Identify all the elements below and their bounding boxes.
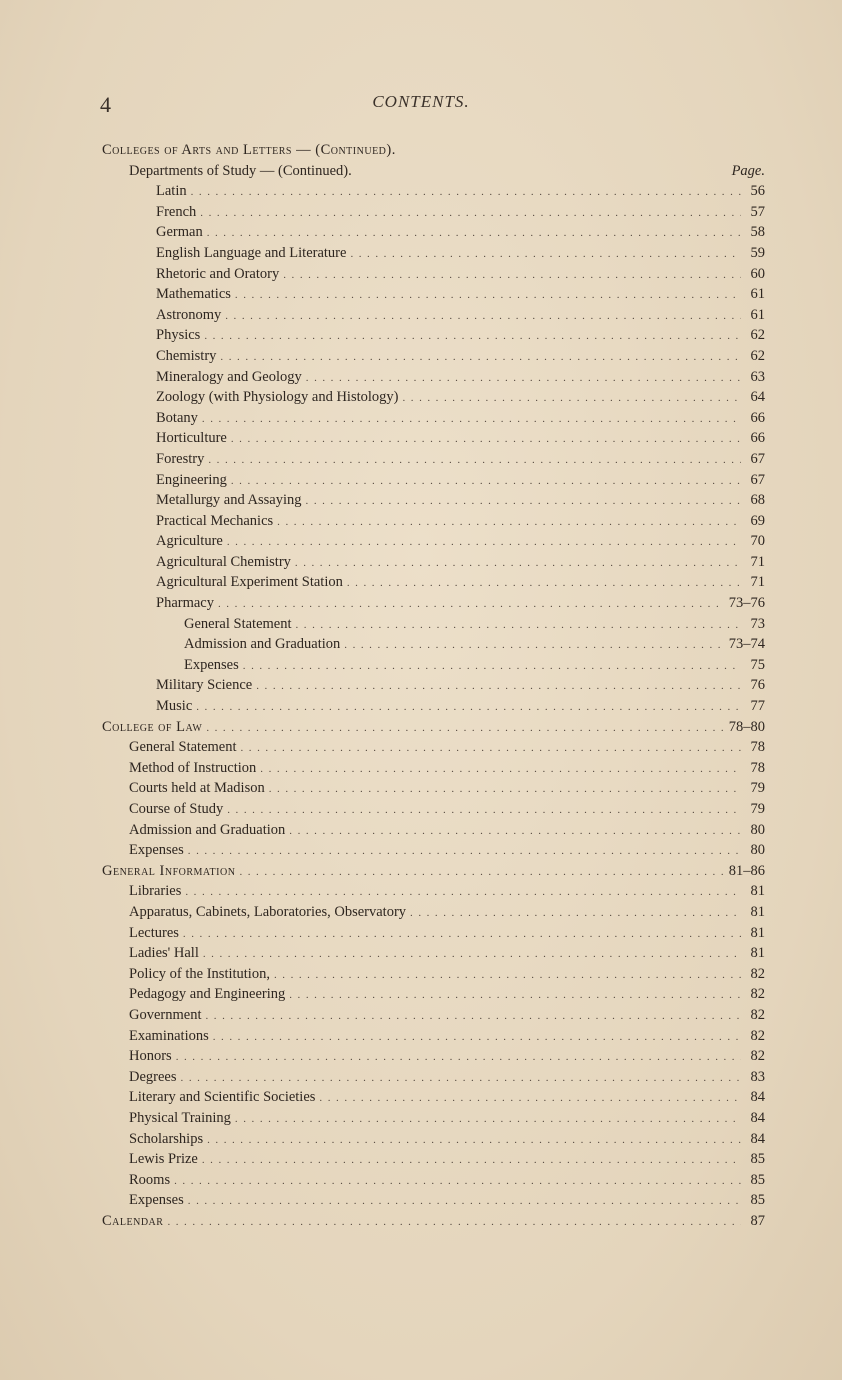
toc-entry [102, 325, 765, 346]
toc-entry [102, 1108, 765, 1129]
toc-entry-page: 79 [750, 801, 765, 817]
toc-entry-page: 84 [750, 1089, 765, 1106]
toc-entry [102, 1190, 765, 1211]
toc-entry-page: 82 [750, 965, 765, 982]
toc-entry [102, 552, 765, 573]
toc-entry-page: 78 [750, 739, 765, 756]
dot-leader [188, 1191, 741, 1212]
toc-entry-page: 82 [750, 1027, 765, 1044]
toc-entry-page: 84 [750, 1130, 765, 1147]
toc-entry [102, 1211, 765, 1232]
dot-leader [227, 532, 741, 553]
toc-entry [102, 984, 765, 1005]
dot-leader [202, 409, 741, 430]
toc-entry-label: English Language and Literature [156, 244, 347, 261]
toc-entry-label: Agricultural Chemistry [156, 553, 291, 570]
toc-entry-page: 82 [750, 986, 765, 1003]
toc-entry [102, 902, 765, 923]
dot-leader [188, 841, 741, 862]
dot-leader [256, 676, 741, 697]
dot-leader [176, 1047, 741, 1068]
toc-entry [102, 470, 765, 491]
toc-entry-label: Lewis Prize [129, 1151, 198, 1168]
toc-entry-label: Agricultural Experiment Station [156, 574, 343, 591]
toc-entry-label: Expenses [129, 842, 184, 859]
toc-entry [102, 140, 765, 161]
toc-entry-page: 81–86 [728, 862, 765, 879]
dot-leader [347, 573, 741, 594]
dot-leader [208, 450, 741, 471]
toc-entry-page: 81 [750, 924, 765, 941]
toc-entry-page: 62 [750, 327, 765, 344]
toc-entry-page: 81 [750, 883, 765, 900]
toc-entry-page: 66 [750, 409, 765, 426]
toc-entry [102, 1067, 765, 1088]
toc-entry-label: Chemistry [156, 347, 217, 364]
toc-entry-label: Policy of the Institution, [129, 965, 270, 982]
toc-entry-label: Admission and Graduation [129, 821, 286, 838]
dot-leader [231, 471, 741, 492]
toc-entry [102, 923, 765, 944]
toc-entry-label: Metallurgy and Assaying [156, 492, 302, 509]
page-number: 4 [100, 92, 111, 117]
toc-entry-label: General Statement [184, 615, 292, 632]
dot-leader [220, 347, 741, 368]
toc-entry [102, 778, 765, 799]
toc-entry-page: 69 [750, 512, 765, 529]
toc-entry-label: Examinations [129, 1027, 209, 1044]
toc-entry [102, 820, 765, 841]
toc-entry-page: 85 [750, 1171, 765, 1188]
toc-entry [102, 614, 765, 635]
toc-entry [102, 1129, 765, 1150]
toc-entry-label: Pharmacy [156, 595, 214, 612]
dot-leader [213, 1027, 741, 1048]
toc-entry-page: 73 [750, 615, 765, 632]
toc-entry-label: Ladies' Hall [129, 945, 199, 962]
dot-leader [225, 306, 741, 327]
toc-entry-page: 85 [750, 1151, 765, 1168]
toc-entry [102, 305, 765, 326]
toc-entry [102, 387, 765, 408]
dot-leader [296, 615, 742, 636]
toc-entry-label: Lectures [129, 924, 179, 941]
toc-entry-label: Honors [129, 1048, 172, 1065]
toc-entry [102, 840, 765, 861]
toc-entry-page: 81 [750, 945, 765, 962]
dot-leader [269, 779, 741, 800]
toc-entry-page: 71 [750, 553, 765, 570]
toc-entry-label: Calendar [102, 1212, 164, 1229]
toc-entry-label: Horticulture [156, 430, 227, 447]
dot-leader [410, 903, 741, 924]
toc-entry [102, 737, 765, 758]
toc-entry-label: College of Law [102, 718, 203, 735]
dot-leader [274, 965, 741, 986]
dot-leader [183, 924, 741, 945]
toc-entry [102, 696, 765, 717]
toc-entry-page: 75 [750, 656, 765, 673]
dot-leader [181, 1068, 741, 1089]
dot-leader [260, 759, 741, 780]
toc-entry-label: General Information [102, 862, 236, 879]
toc-entry-label: Mathematics [156, 286, 231, 303]
toc-entry-label: Pedagogy and Engineering [129, 986, 286, 1003]
dot-leader [243, 656, 741, 677]
toc-entry [102, 861, 765, 882]
toc-entry-page: 66 [750, 430, 765, 447]
toc-entry [102, 943, 765, 964]
toc-entry [102, 881, 765, 902]
dot-leader [283, 265, 741, 286]
toc-entry-page: 73–74 [728, 636, 765, 653]
toc-entry-page: 81 [750, 903, 765, 920]
toc-entry-page: 87 [750, 1212, 765, 1229]
page-column-heading: Page. [731, 162, 765, 179]
dot-leader [202, 1150, 741, 1171]
toc-entry-page: 68 [750, 492, 765, 509]
toc-entry [102, 511, 765, 532]
toc-entry [102, 1026, 765, 1047]
table-of-contents [102, 140, 765, 1231]
toc-entry [102, 634, 765, 655]
toc-entry-page: 62 [750, 347, 765, 364]
toc-entry-page: 58 [750, 224, 765, 241]
toc-entry-page: 85 [750, 1192, 765, 1209]
dot-leader [235, 1109, 741, 1130]
toc-entry [102, 593, 765, 614]
toc-entry-label: French [156, 203, 197, 220]
toc-entry-label: Practical Mechanics [156, 512, 274, 529]
toc-entry-page: 59 [750, 244, 765, 261]
toc-entry-page: 67 [750, 450, 765, 467]
toc-entry-page: 79 [750, 780, 765, 797]
toc-entry-label: Mineralogy and Geology [156, 368, 302, 385]
toc-entry-label: Military Science [156, 677, 253, 694]
toc-entry [102, 449, 765, 470]
toc-entry-label: Courts held at Madison [129, 780, 265, 797]
toc-entry-page: 70 [750, 533, 765, 550]
toc-entry [102, 1046, 765, 1067]
toc-entry-label: Expenses [184, 656, 239, 673]
toc-entry-page: 60 [750, 265, 765, 282]
dot-leader [218, 594, 725, 615]
toc-entry-label: Departments of Study — (Continued). [129, 162, 352, 179]
toc-entry [102, 428, 765, 449]
toc-entry [102, 675, 765, 696]
dot-leader [289, 821, 741, 842]
toc-entry-label: Botany [156, 409, 198, 426]
toc-entry [102, 408, 765, 429]
dot-leader [227, 800, 741, 821]
toc-entry-page: 84 [750, 1109, 765, 1126]
toc-entry [102, 717, 765, 738]
toc-entry-page: 61 [750, 306, 765, 323]
toc-entry-label: Music [156, 698, 193, 715]
dot-leader [306, 368, 741, 389]
toc-entry [102, 346, 765, 367]
toc-entry-page: 63 [750, 368, 765, 385]
dot-leader [277, 512, 741, 533]
toc-entry [102, 161, 765, 182]
toc-entry-label: Latin [156, 183, 187, 200]
toc-entry-page: 71 [750, 574, 765, 591]
toc-entry [102, 202, 765, 223]
toc-entry-label: Course of Study [129, 801, 224, 817]
dot-leader [174, 1171, 741, 1192]
dot-leader [306, 491, 741, 512]
toc-entry [102, 1087, 765, 1108]
dot-leader [204, 326, 741, 347]
dot-leader [235, 285, 741, 306]
dot-leader [203, 944, 741, 965]
toc-entry-page: 80 [750, 842, 765, 859]
toc-entry-label: General Statement [129, 739, 237, 756]
toc-entry [102, 243, 765, 264]
toc-entry [102, 1149, 765, 1170]
toc-entry-page: 73–76 [728, 595, 765, 612]
toc-entry [102, 222, 765, 243]
toc-entry-page: 82 [750, 1006, 765, 1023]
dot-leader [350, 244, 741, 265]
toc-entry-label: Forestry [156, 450, 205, 467]
toc-entry-label: Method of Instruction [129, 759, 257, 776]
toc-entry-label: Engineering [156, 471, 227, 488]
toc-entry-page: 76 [750, 677, 765, 694]
toc-entry-page: 78 [750, 759, 765, 776]
toc-entry [102, 1005, 765, 1026]
toc-entry-label: Expenses [129, 1192, 184, 1209]
toc-entry-page: 80 [750, 821, 765, 838]
toc-entry [102, 367, 765, 388]
dot-leader [206, 718, 724, 739]
toc-entry-page: 57 [750, 203, 765, 220]
dot-leader [200, 203, 741, 224]
toc-entry-page: 56 [750, 183, 765, 200]
dot-leader [196, 697, 741, 718]
dot-leader [207, 223, 741, 244]
toc-entry-label: Literary and Scientific Societies [129, 1089, 316, 1106]
toc-entry-label: Degrees [129, 1068, 177, 1085]
dot-leader [239, 862, 724, 883]
dot-leader [167, 1212, 741, 1233]
dot-leader [231, 429, 741, 450]
toc-entry [102, 284, 765, 305]
toc-entry [102, 181, 765, 202]
toc-entry-label: German [156, 224, 203, 241]
toc-entry [102, 572, 765, 593]
toc-entry-page: 61 [750, 286, 765, 303]
toc-entry-page: 78–80 [728, 718, 765, 735]
dot-leader [207, 1130, 741, 1151]
toc-entry [102, 490, 765, 511]
toc-entry-label: Physical Training [129, 1109, 231, 1126]
toc-entry [102, 531, 765, 552]
toc-entry [102, 1170, 765, 1191]
toc-entry-label: Agriculture [156, 533, 223, 550]
toc-entry-label: Libraries [129, 883, 182, 900]
running-head: CONTENTS. [372, 92, 470, 111]
toc-entry-page: 82 [750, 1048, 765, 1065]
toc-entry-label: Rooms [129, 1171, 171, 1188]
toc-entry-label: Government [129, 1006, 202, 1023]
toc-entry-label: Apparatus, Cabinets, Laboratories, Observatory [129, 903, 407, 920]
toc-entry-label: Rhetoric and Oratory [156, 265, 280, 282]
toc-entry-label: Zoology (with Physiology and Histology) [156, 389, 399, 406]
toc-entry-label: Admission and Graduation [184, 636, 341, 653]
toc-entry-label: Colleges of Arts and Letters — (Continued). [102, 142, 396, 158]
toc-entry-page: 77 [750, 698, 765, 715]
toc-entry-page: 83 [750, 1068, 765, 1085]
toc-entry-label: Astronomy [156, 306, 222, 323]
dot-leader [191, 182, 741, 203]
dot-leader [205, 1006, 741, 1027]
dot-leader [241, 738, 742, 759]
dot-leader [402, 388, 741, 409]
toc-entry [102, 964, 765, 985]
toc-entry [102, 264, 765, 285]
dot-leader [319, 1088, 741, 1109]
toc-entry-page: 64 [750, 389, 765, 406]
dot-leader [289, 985, 741, 1006]
toc-entry [102, 799, 765, 820]
toc-entry [102, 655, 765, 676]
dot-leader [295, 553, 741, 574]
toc-entry-page: 67 [750, 471, 765, 488]
toc-entry-label: Physics [156, 327, 201, 344]
dot-leader [185, 882, 741, 903]
toc-entry-label: Scholarships [129, 1130, 204, 1147]
toc-entry [102, 758, 765, 779]
dot-leader [344, 635, 724, 656]
